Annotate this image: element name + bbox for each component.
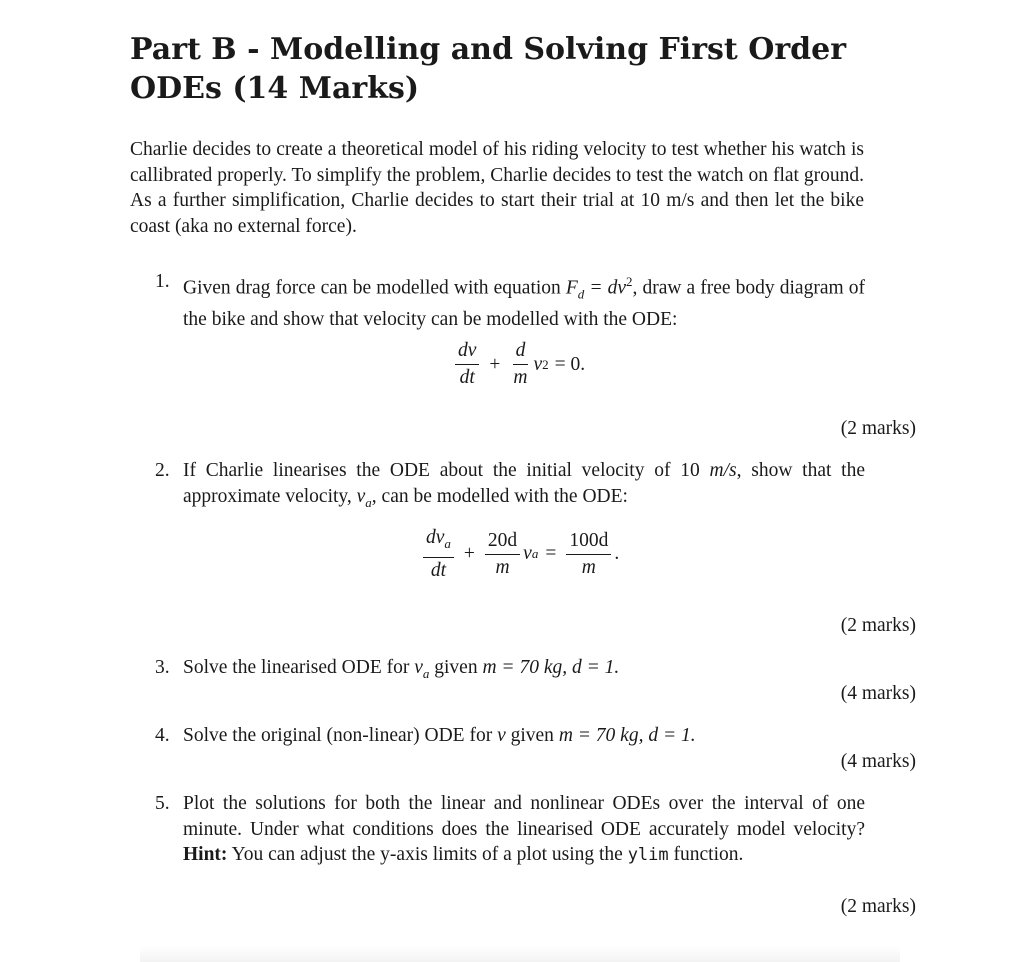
question-2-text: If Charlie linearises the ODE about the initial velocity of 10 m/s, show that the approximate velocity, $v_a$, can be modelled with the ODE: [183, 460, 866, 510]
page-edge-shadow [140, 946, 900, 962]
question-5-marks: (2 marks) [840, 896, 916, 917]
question-1-text: Given drag force can be modelled with equation $F_d = dv^2$, draw a free body diagram of the bike and show that velocity can be modelled with the ODE: [183, 274, 865, 330]
question-2-marks: (2 marks) [840, 615, 916, 636]
question-5-number: 5. [155, 793, 170, 814]
question-1 [155, 269, 865, 332]
question-4-text: Solve the original (non-linear) ODE for v given m = 70 kg, d = 1. [183, 725, 696, 746]
question-4 [155, 723, 865, 749]
question-4-number: 4. [155, 725, 170, 746]
question-3-text: Solve the linearised ODE for $v_a$ given m = 70 kg, d = 1. [183, 657, 620, 681]
hint-label: Hint: [183, 844, 228, 865]
code-ylim: ylim [627, 845, 669, 865]
question-5-text: Plot the solutions for both the linear and nonlinear ODEs over the interval of one minute. Under what conditions does the linearised ODE accurately model velocity? Hint: You can adjust the y-axis limits of a plot using the ylim function. [183, 793, 865, 865]
question-4-marks: (4 marks) [840, 751, 916, 772]
intro-paragraph: Charlie decides to create a theoretical model of his riding velocity to test whether his watch is callibrated properly. To simplify the problem, Charlie decides to test the watch on flat ground. As a further simplification, Charlie decides to start their trial at 10 m/s and then let the bike coast (aka no external force). [130, 139, 864, 237]
question-2-number: 2. [155, 460, 170, 481]
question-1-number: 1. [155, 271, 170, 292]
section-title: Part B - Modelling and Solving First Order ODEs (14 Marks) [130, 32, 847, 106]
question-3-marks: (4 marks) [840, 683, 916, 704]
question-3 [155, 655, 865, 686]
question-3-number: 3. [155, 657, 170, 678]
question-1-marks: (2 marks) [840, 418, 916, 439]
question-2-equation: $\frac{dv_a}{dt}$ + $\frac{20d}{m}$ v a = $\frac{100d}{m}$ . [420, 527, 619, 582]
question-1-equation: $\frac{dv}{dt}$ + $\frac{d}{m}$ v 2 = 0. [452, 340, 585, 389]
question-5 [155, 791, 865, 869]
question-2 [155, 458, 865, 515]
